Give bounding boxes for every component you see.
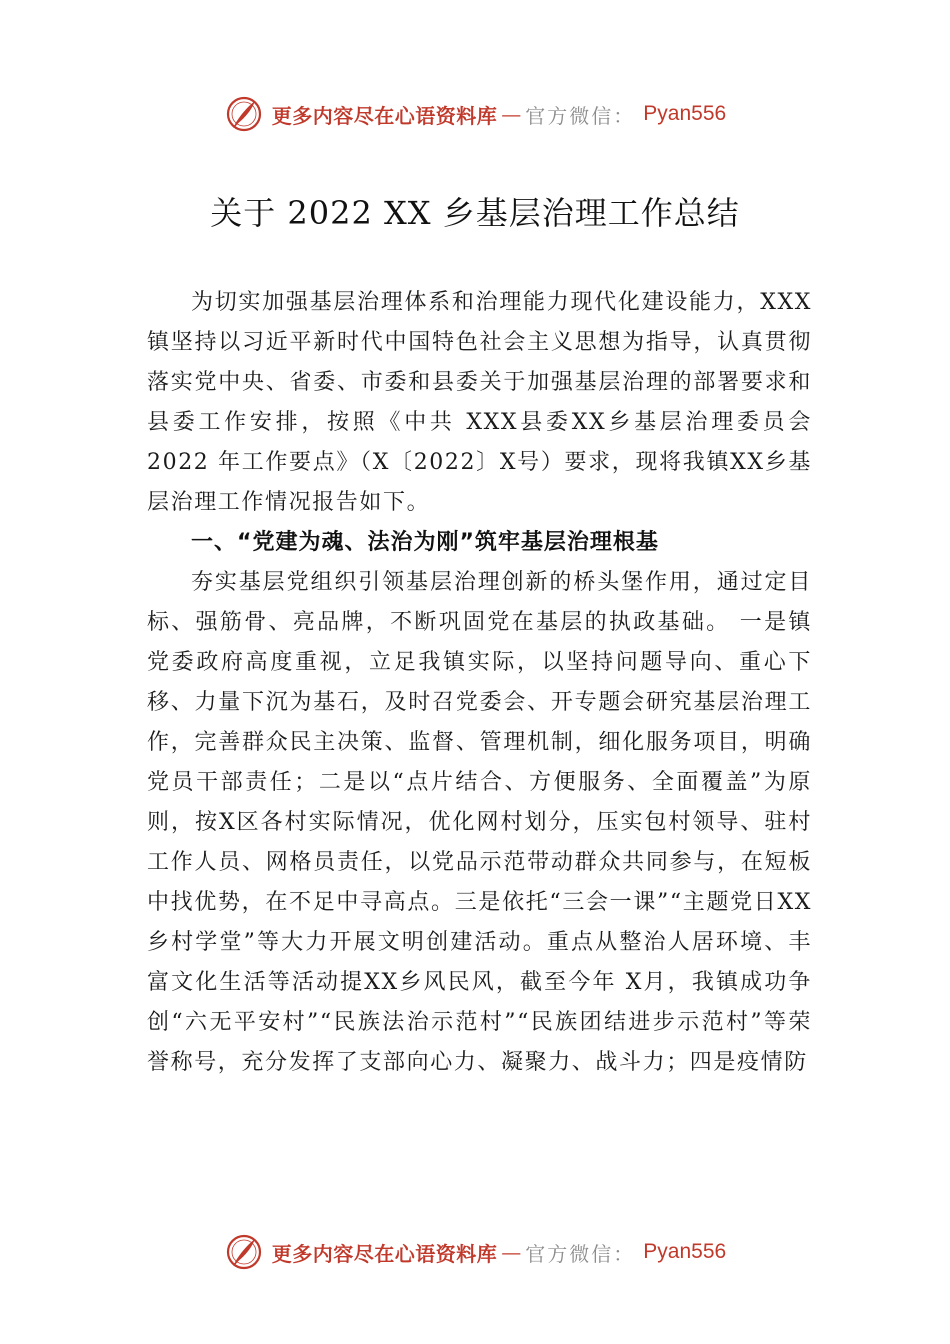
watermark-wechat-id: Pyan556 <box>643 1240 727 1263</box>
intro-paragraph: 为切实加强基层治理体系和治理能力现代化建设能力，XXX镇坚持以习近平新时代中国特色社会主义思想为指导，认真贯彻落实党中央、省委、市委和县委关于加强基层治理的部署要求和县委工作安排，按照《中共 XXX县委XX乡基层治理委员会 2022 年工作要点》（X〔2022〕X号）要求，现将我镇XX乡基层治理工作情况报告如下。 <box>147 290 812 515</box>
watermark-brand-text: 更多内容尽在心语资料库 <box>271 103 498 128</box>
document-title: 关于 2022 XX 乡基层治理工作总结 <box>210 194 740 232</box>
watermark-brand-text: 更多内容尽在心语资料库 <box>271 1241 498 1266</box>
watermark-wechat-id: Pyan556 <box>643 102 727 125</box>
section-1-paragraph: 夯实基层党组织引领基层治理创新的桥头堡作用，通过定目标、强筋骨、亮品牌，不断巩固党在基层的执政基础。 一是镇党委政府高度重视，立足我镇实际，以坚持问题导向、重心下移、力量下沉为基石，及时召党委会、开专题会研究基层治理工作，完善群众民主决策、监督、管理机制，细化服务项目，明确党员干部责任；二是以“点片结合、方便服务、全面覆盖”为原则，按X区各村实际情况，优化网村划分，压实包村领导、驻村工作人员、网格员责任，以党品示范带动群众共同参与，在短板中找优势，在不足中寻高点。三是依托“三会一课”“主题党日XX乡村学堂”等大力开展文明创建活动。重点从整治人居环境、丰富文化生活等活动提XX乡风民风，截至今年 X月，我镇成功争创“六无平安村”“民族法治示范村”“民族团结进步示范村”等荣誉称号，充分发挥了支部向心力、凝聚力、战斗力；四是疫情防 <box>147 570 812 1075</box>
bottom-watermark-banner <box>0 1230 950 1274</box>
quill-logo-icon <box>224 94 264 134</box>
watermark-separator: — <box>501 102 522 126</box>
section-1-heading: 一、“党建为魂、法治为刚”筑牢基层治理根基 <box>191 530 659 555</box>
top-watermark-banner <box>0 92 950 136</box>
watermark-wechat-label: 官方微信： <box>525 103 636 128</box>
watermark-wechat-label: 官方微信： <box>525 1241 636 1266</box>
document-body <box>147 283 812 1083</box>
quill-logo-icon <box>224 1232 264 1272</box>
watermark-separator: — <box>501 1240 522 1264</box>
